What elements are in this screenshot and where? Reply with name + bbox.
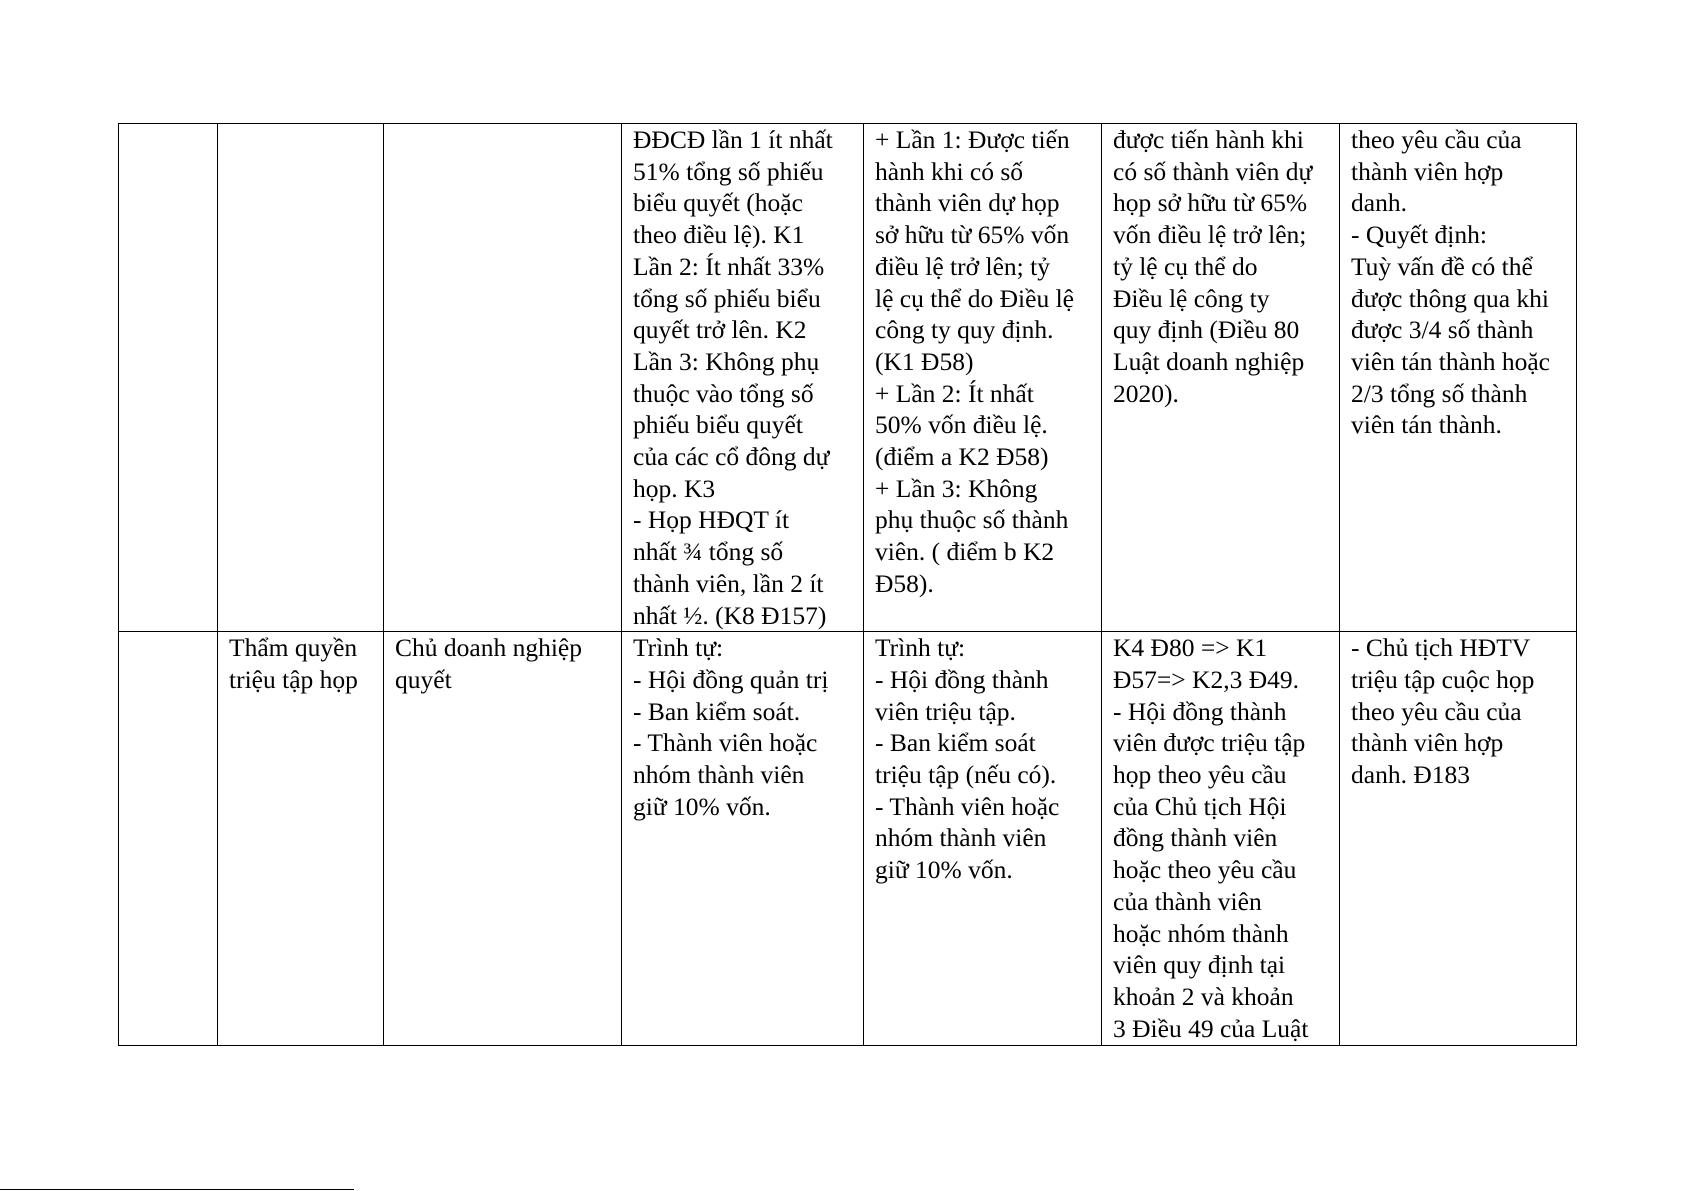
cell-text-line: của Chủ tịch Hội bbox=[1113, 791, 1287, 821]
cell-text-line: theo điều lệ). K1 bbox=[633, 220, 805, 250]
table-cell bbox=[384, 632, 622, 1046]
cell-text-line: nhất ½. (K8 Đ157) bbox=[633, 600, 827, 630]
cell-text-line: sở hữu từ 65% vốn bbox=[875, 220, 1070, 250]
cell-text-line: hành khi có số bbox=[875, 156, 1024, 186]
cell-text-line: viên tán thành hoặc bbox=[1351, 346, 1550, 376]
cell-text-line: thuộc vào tổng số bbox=[633, 378, 814, 408]
table-cell bbox=[119, 124, 218, 632]
cell-text-line: K4 Đ80 => K1 bbox=[1113, 633, 1268, 663]
cell-text-line: của các cổ đông dự bbox=[633, 442, 830, 472]
cell-text-line: - Hội đồng quản trị bbox=[633, 664, 829, 694]
footnote-separator bbox=[0, 1189, 354, 1190]
cell-text-line: Chủ doanh nghiệp bbox=[395, 633, 582, 663]
cell-text-line: danh. bbox=[1351, 188, 1407, 218]
cell-text-line: phụ thuộc số thành bbox=[875, 505, 1069, 535]
cell-text-line: thành viên, lần 2 ít bbox=[633, 568, 824, 598]
cell-text-line: thành viên hợp bbox=[1351, 728, 1504, 758]
document-table bbox=[118, 123, 1577, 1046]
cell-text-line: - Quyết định: bbox=[1351, 220, 1487, 250]
cell-text-line: nhóm thành viên bbox=[875, 823, 1047, 853]
cell-text-line: 2020). bbox=[1113, 378, 1179, 408]
table-cell bbox=[384, 124, 622, 632]
cell-text-line: họp theo yêu cầu bbox=[1113, 760, 1287, 790]
cell-text-line: 50% vốn điều lệ. bbox=[875, 410, 1048, 440]
cell-text-line: + Lần 3: Không bbox=[875, 473, 1038, 503]
cell-text-line: viên được triệu tập bbox=[1113, 728, 1306, 758]
cell-text-line: Trình tự: bbox=[633, 633, 724, 663]
cell-text-line: + Lần 1: Được tiến bbox=[875, 125, 1070, 154]
cell-text-line: có số thành viên dự bbox=[1113, 156, 1313, 186]
cell-text-line: của thành viên bbox=[1113, 886, 1262, 916]
cell-text-line: Đ58). bbox=[875, 568, 934, 598]
cell-text-line: triệu tập cuộc họp bbox=[1351, 664, 1535, 694]
cell-text-line: Điều lệ công ty bbox=[1113, 283, 1270, 313]
table-cell bbox=[622, 632, 864, 1046]
cell-text-line: Luật doanh nghiệp bbox=[1113, 346, 1305, 376]
cell-text-line: thành viên dự họp bbox=[875, 188, 1060, 218]
cell-text-line: điều lệ trở lên; tỷ bbox=[875, 251, 1050, 281]
table-cell bbox=[864, 124, 1102, 632]
cell-text-line: quyết trở lên. K2 bbox=[633, 315, 807, 345]
cell-text-line: theo yêu cầu của bbox=[1351, 125, 1522, 154]
cell-text-line: (điểm a K2 Đ58) bbox=[875, 442, 1049, 472]
cell-text-line: nhóm thành viên bbox=[633, 760, 805, 790]
cell-text-line: phiếu biểu quyết bbox=[633, 410, 803, 440]
cell-text-line: tỷ lệ cụ thể do bbox=[1113, 251, 1258, 281]
cell-text-line: - Họp HĐQT ít bbox=[633, 505, 790, 535]
cell-text-line: Trình tự: bbox=[875, 633, 966, 663]
cell-text-line: thành viên hợp bbox=[1351, 156, 1504, 186]
table-cell bbox=[1340, 124, 1577, 632]
cell-text-line: - Hội đồng thành bbox=[875, 664, 1049, 694]
cell-text-line: Lần 3: Không phụ bbox=[633, 346, 820, 376]
cell-text-line: - Chủ tịch HĐTV bbox=[1351, 633, 1531, 663]
cell-text-line: đồng thành viên bbox=[1113, 823, 1278, 853]
cell-text-line: họp sở hữu từ 65% bbox=[1113, 188, 1308, 218]
cell-text-line: 2/3 tổng số thành bbox=[1351, 378, 1528, 408]
cell-text-line: giữ 10% vốn. bbox=[875, 855, 1013, 885]
cell-text-line: Tuỳ vấn đề có thể bbox=[1351, 251, 1533, 281]
table-row bbox=[119, 124, 1577, 632]
cell-text-line: Đ57=> K2,3 Đ49. bbox=[1113, 664, 1300, 694]
cell-text-line: triệu tập (nếu có). bbox=[875, 760, 1057, 790]
cell-text-line: khoản 2 và khoản bbox=[1113, 981, 1294, 1011]
cell-text-line: - Thành viên hoặc bbox=[633, 728, 818, 758]
cell-text-line: công ty quy định. bbox=[875, 315, 1054, 345]
cell-text-line: quyết bbox=[395, 664, 452, 694]
table-row bbox=[119, 632, 1577, 1046]
cell-text-line: - Thành viên hoặc bbox=[875, 791, 1060, 821]
cell-text-line: tổng số phiếu biểu bbox=[633, 283, 821, 313]
cell-text-line: - Hội đồng thành bbox=[1113, 696, 1287, 726]
table-cell bbox=[1102, 124, 1340, 632]
cell-text-line: biểu quyết (hoặc bbox=[633, 188, 803, 218]
table-cell bbox=[1340, 632, 1577, 1046]
cell-text-line: vốn điều lệ trở lên; bbox=[1113, 220, 1307, 250]
cell-text-line: viên triệu tập. bbox=[875, 696, 1016, 726]
cell-text-line: ĐĐCĐ lần 1 ít nhất bbox=[633, 125, 833, 154]
cell-text-line: 51% tổng số phiếu bbox=[633, 156, 824, 186]
cell-text-line: danh. Đ183 bbox=[1351, 760, 1470, 790]
cell-text-line: viên. ( điểm b K2 bbox=[875, 537, 1055, 567]
cell-text-line: theo yêu cầu của bbox=[1351, 696, 1522, 726]
cell-text-line: viên quy định tại bbox=[1113, 950, 1286, 980]
cell-text-line: - Ban kiểm soát. bbox=[633, 696, 801, 726]
cell-text-line: viên tán thành. bbox=[1351, 410, 1502, 440]
cell-text-line: triệu tập họp bbox=[229, 664, 358, 694]
table-cell bbox=[1102, 632, 1340, 1046]
cell-text-line: họp. K3 bbox=[633, 473, 716, 503]
cell-text-line: 3 Điều 49 của Luật bbox=[1113, 1013, 1309, 1043]
cell-text-line: giữ 10% vốn. bbox=[633, 791, 771, 821]
cell-text-line: (K1 Đ58) bbox=[875, 346, 974, 376]
cell-text-line: được tiến hành khi bbox=[1113, 125, 1304, 154]
cell-text-line: Lần 2: Ít nhất 33% bbox=[633, 251, 825, 281]
table-cell bbox=[119, 632, 218, 1046]
cell-text-line: + Lần 2: Ít nhất bbox=[875, 378, 1034, 408]
cell-text-line: quy định (Điều 80 bbox=[1113, 315, 1300, 345]
cell-text-line: nhất ¾ tổng số bbox=[633, 537, 784, 567]
cell-text-line: hoặc nhóm thành bbox=[1113, 918, 1289, 948]
table-cell bbox=[218, 124, 384, 632]
cell-text-line: được 3/4 số thành bbox=[1351, 315, 1534, 345]
table-cell bbox=[622, 124, 864, 632]
table-cell bbox=[864, 632, 1102, 1046]
cell-text-line: lệ cụ thể do Điều lệ bbox=[875, 283, 1074, 313]
cell-text-line: Thẩm quyền bbox=[229, 633, 358, 663]
cell-text-line: hoặc theo yêu cầu bbox=[1113, 855, 1297, 885]
cell-text-line: được thông qua khi bbox=[1351, 283, 1549, 313]
cell-text-line: - Ban kiểm soát bbox=[875, 728, 1036, 758]
table-cell bbox=[218, 632, 384, 1046]
